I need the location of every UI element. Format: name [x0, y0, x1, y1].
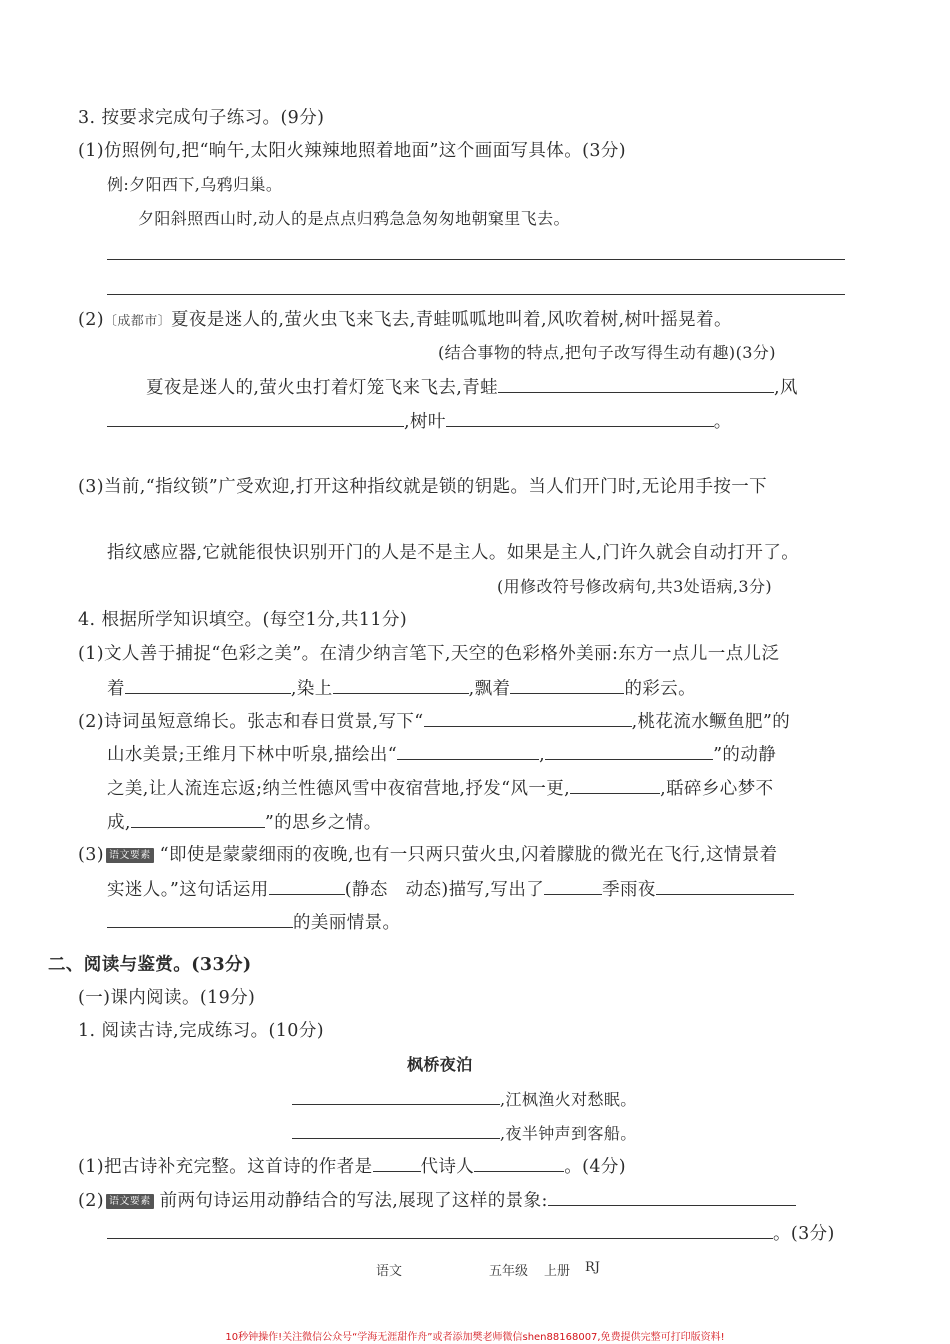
blank-miaoxie[interactable]: [269, 876, 345, 895]
blank-nalan-2[interactable]: [131, 809, 265, 828]
blank-wangwei-2[interactable]: [545, 741, 713, 760]
footer-grade: 五年级: [489, 1264, 529, 1279]
footer-subject: 语文: [376, 1264, 403, 1279]
blank-dynasty[interactable]: [373, 1153, 421, 1172]
blank-piaozhe[interactable]: [510, 675, 624, 694]
q4-p1-line2: 着 ,染上 ,飘着 的彩云。: [107, 675, 696, 702]
blank-wangwei-1[interactable]: [397, 741, 539, 760]
q4-p2-line4: 成, ”的思乡之情。: [107, 809, 382, 836]
q3-p1-example-text: 夕阳斜照西山时,动人的是点点归鸦急急匆匆地朝窠里飞去。: [138, 209, 570, 228]
element-tag: 语文要素: [106, 848, 154, 863]
q3-p3-line1: (3)当前,“指纹锁”广受欢迎,打开这种指纹就是锁的钥匙。当人们开门时,无论用手按一下: [78, 477, 768, 497]
blank-ranshang[interactable]: [333, 675, 469, 694]
q3-header: 3. 按要求完成句子练习。(9分): [78, 108, 325, 128]
q3-p2-prompt: (2)〔成都市〕夏夜是迷人的,萤火虫飞来飞去,青蛙呱呱地叫着,风吹着树,树叶摇晃着。: [78, 310, 732, 330]
poem-line1: ,江枫渔火对愁眠。: [292, 1086, 637, 1113]
blank-qingwa[interactable]: [498, 374, 774, 393]
q4-p3-line3: 的美丽情景。: [107, 909, 400, 936]
blank-jijie[interactable]: [544, 876, 602, 895]
element-tag: 语文要素: [106, 1194, 154, 1209]
q3-p1-prompt: (1)仿照例句,把“晌午,太阳火辣辣地照着地面”这个画面写具体。(3分): [78, 141, 626, 161]
q3-p3-instruction: (用修改符号修改病句,共3处语病,3分): [497, 577, 773, 596]
section2-p1: (1)把古诗补充完整。这首诗的作者是 代诗人 。(4分): [78, 1153, 626, 1180]
footer-edition: RJ: [585, 1260, 600, 1275]
section2-q1: 1. 阅读古诗,完成练习。(10分): [78, 1021, 324, 1041]
blank-shuye[interactable]: [446, 408, 714, 427]
q3-p2-instruction: (结合事物的特点,把句子改写得生动有趣)(3分): [438, 343, 776, 362]
q3-p2-fill-line2: ,树叶 。: [107, 408, 732, 435]
blank-fan[interactable]: [125, 675, 291, 694]
region-tag: 〔成都市〕: [104, 314, 172, 329]
answer-line-1[interactable]: [107, 259, 845, 260]
promo-note: 10秒钟操作!关注微信公众号“学海无涯甜作舟”或者添加樊老师微信shen88168007,免费提供完整可打印版资料!: [225, 1332, 725, 1343]
poem-line2: ,夜半钟声到客船。: [292, 1120, 637, 1147]
blank-scene-1[interactable]: [548, 1187, 796, 1206]
q4-p2-line2: 山水美景;王维月下林中听泉,描绘出“ , ”的动静: [107, 741, 776, 768]
poem-title: 枫桥夜泊: [407, 1055, 473, 1074]
q4-p3-line2: 实迷人。”这句话运用 (静态 动态)描写,写出了 季雨夜: [107, 876, 794, 903]
blank-nalan-1[interactable]: [570, 775, 660, 794]
blank-author[interactable]: [474, 1153, 564, 1172]
q4-p2-line3: 之美,让人流连忘返;纳兰性德风雪中夜宿营地,抒发“风一更, ,聒碎乡心梦不: [107, 775, 774, 802]
footer-volume: 上册: [544, 1264, 571, 1279]
q4-p1-line1: (1)文人善于捕捉“色彩之美”。在清少纳言笔下,天空的色彩格外美丽:东方一点儿一点儿泛: [78, 644, 780, 664]
q3-p2-fill-line1: 夏夜是迷人的,萤火虫打着灯笼飞来飞去,青蛙 ,风: [146, 374, 798, 401]
q4-header: 4. 根据所学知识填空。(每空1分,共11分): [78, 610, 408, 630]
q3-p1-example-label: 例:夕阳西下,乌鸦归巢。: [107, 175, 283, 194]
blank-scene-2[interactable]: [107, 1220, 773, 1239]
section2-p2: (2) 语文要素 前两句诗运用动静结合的写法,展现了这样的景象:: [78, 1187, 796, 1214]
blank-yuye-2[interactable]: [107, 909, 293, 928]
section2-header: 二、阅读与鉴赏。(33分): [48, 955, 252, 975]
section2-sub1: (一)课内阅读。(19分): [78, 988, 256, 1008]
q4-p2-line1: (2)诗词虽短意绵长。张志和春日赏景,写下“ ,桃花流水鳜鱼肥”的: [78, 708, 790, 735]
blank-feng[interactable]: [107, 408, 404, 427]
q3-p3-line2: 指纹感应器,它就能很快识别开门的人是不是主人。如果是主人,门许久就会自动打开了。: [107, 543, 800, 563]
section2-p2-line2: 。(3分): [107, 1220, 835, 1247]
blank-zhangzhihe[interactable]: [424, 708, 632, 727]
q4-p3-line1: (3) 语文要素 “即使是蒙蒙细雨的夜晚,也有一只两只萤火虫,闪着朦胧的微光在飞行,这情景着: [78, 845, 778, 865]
blank-poem-1[interactable]: [292, 1086, 500, 1105]
blank-poem-2[interactable]: [292, 1120, 500, 1139]
blank-yuye-1[interactable]: [656, 876, 794, 895]
answer-line-2[interactable]: [107, 294, 845, 295]
